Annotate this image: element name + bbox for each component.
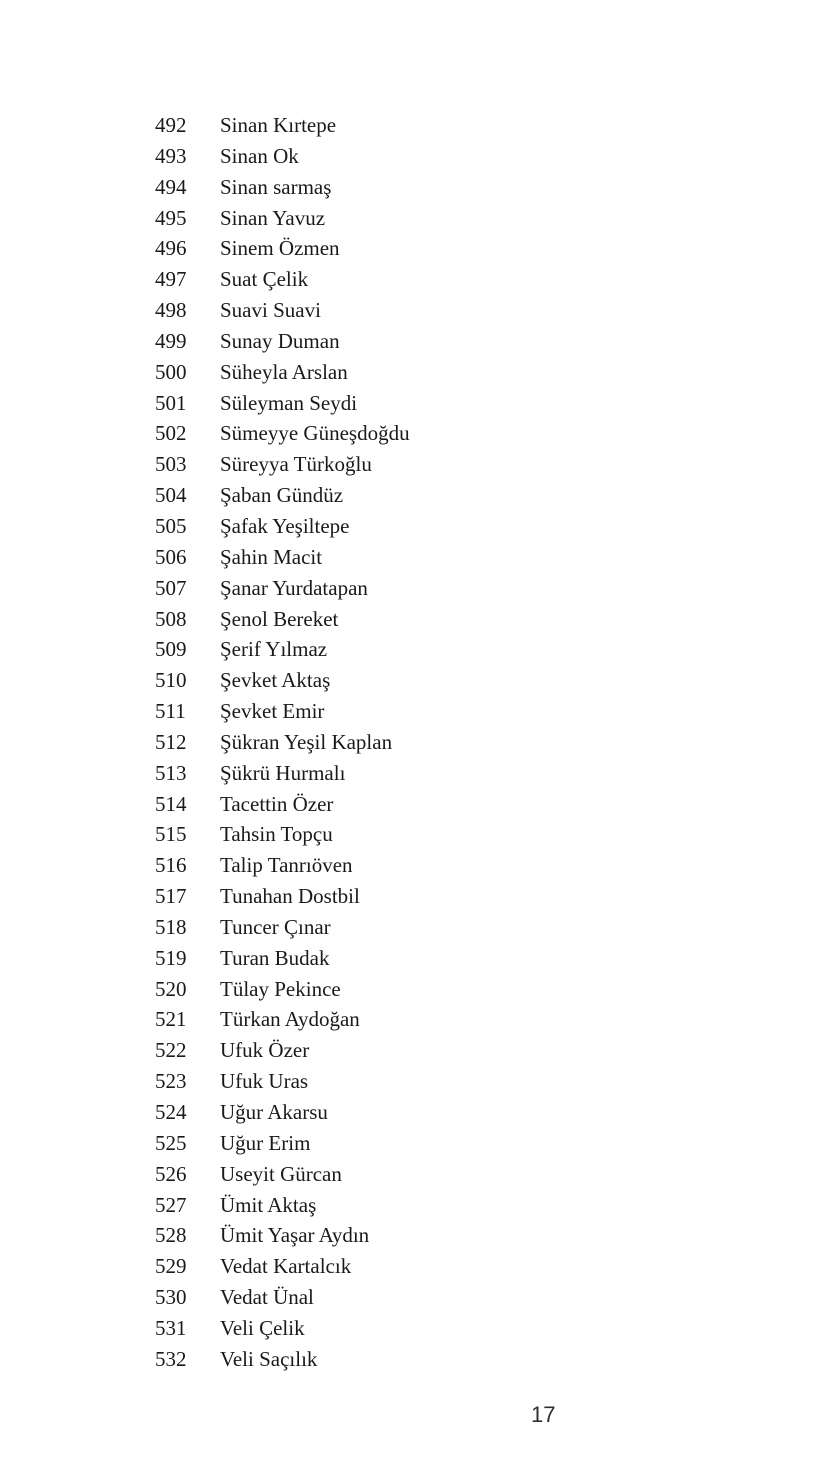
item-name: Suavi Suavi bbox=[220, 298, 321, 323]
item-name: Uğur Erim bbox=[220, 1130, 311, 1155]
list-item bbox=[155, 819, 410, 850]
list-item bbox=[155, 974, 410, 1005]
item-number: 492 bbox=[155, 113, 187, 137]
item-number: 517 bbox=[155, 884, 187, 909]
list-item bbox=[155, 634, 410, 665]
item-number: 509 bbox=[155, 637, 187, 662]
item-name: Şafak Yeşiltepe bbox=[220, 513, 350, 538]
item-name: Süheyla Arslan bbox=[220, 359, 348, 384]
item-name: Şerif Yılmaz bbox=[220, 637, 328, 662]
item-number: 498 bbox=[155, 298, 187, 323]
item-number: 503 bbox=[155, 452, 187, 477]
list-item bbox=[155, 943, 410, 974]
list-item bbox=[155, 141, 410, 172]
item-name: Süreyya Türkoğlu bbox=[220, 452, 372, 477]
item-number: 508 bbox=[155, 606, 187, 631]
item-number: 530 bbox=[155, 1285, 187, 1310]
item-name: Şahin Macit bbox=[220, 544, 323, 569]
item-name: Şanar Yurdatapan bbox=[220, 575, 368, 600]
item-name: Sinan Yavuz bbox=[220, 205, 326, 230]
item-number: 505 bbox=[155, 513, 187, 538]
list-item bbox=[155, 1066, 410, 1097]
item-number: 499 bbox=[155, 328, 187, 353]
item-number: 500 bbox=[155, 359, 187, 384]
item-number: 522 bbox=[155, 1038, 187, 1063]
item-number: 526 bbox=[155, 1161, 187, 1186]
list-item bbox=[155, 881, 410, 912]
list-item bbox=[155, 789, 410, 820]
item-name: Uğur Akarsu bbox=[220, 1100, 328, 1124]
list-item bbox=[155, 1344, 410, 1375]
item-name: Ufuk Uras bbox=[220, 1069, 309, 1094]
item-name: Vedat Ünal bbox=[220, 1285, 314, 1310]
item-name: Türkan Aydoğan bbox=[220, 1007, 360, 1032]
item-name: Talip Tanrıöven bbox=[220, 853, 353, 878]
list-item bbox=[155, 758, 410, 789]
list-item bbox=[155, 727, 410, 758]
item-name: Sinem Özmen bbox=[220, 236, 340, 261]
list-item bbox=[155, 295, 410, 326]
item-name: Sunay Duman bbox=[220, 328, 340, 353]
list-item bbox=[155, 1190, 410, 1221]
item-number: 521 bbox=[155, 1007, 187, 1032]
list-item bbox=[155, 480, 410, 511]
item-number: 516 bbox=[155, 853, 187, 878]
item-number: 511 bbox=[155, 699, 186, 724]
item-name: Ümit Yaşar Aydın bbox=[220, 1223, 370, 1248]
item-name: Sinan sarmaş bbox=[220, 174, 332, 199]
item-number: 520 bbox=[155, 976, 187, 1001]
list-item bbox=[155, 449, 410, 480]
item-number: 519 bbox=[155, 945, 187, 970]
item-name: Veli Saçılık bbox=[220, 1346, 318, 1371]
list-item bbox=[155, 912, 410, 943]
item-name: Şevket Emir bbox=[220, 699, 325, 724]
list-item bbox=[155, 696, 410, 727]
item-number: 523 bbox=[155, 1069, 187, 1094]
item-name: Tunahan Dostbil bbox=[220, 884, 360, 909]
list-item bbox=[155, 357, 410, 388]
list-item bbox=[155, 1128, 410, 1159]
item-number: 527 bbox=[155, 1192, 187, 1217]
item-name: Suat Çelik bbox=[220, 267, 309, 292]
item-name: Tülay Pekince bbox=[220, 976, 341, 1001]
item-name: Şaban Gündüz bbox=[220, 483, 344, 508]
item-name: Sinan Kırtepe bbox=[220, 113, 337, 137]
item-number: 495 bbox=[155, 205, 187, 230]
item-number: 518 bbox=[155, 914, 187, 939]
list-item bbox=[155, 264, 410, 295]
item-number: 506 bbox=[155, 544, 187, 569]
list-item bbox=[155, 1097, 410, 1128]
item-name: Şevket Aktaş bbox=[220, 668, 331, 693]
item-number: 502 bbox=[155, 421, 187, 446]
item-number: 504 bbox=[155, 483, 187, 508]
item-name: Veli Çelik bbox=[220, 1315, 305, 1340]
item-name: Tahsin Topçu bbox=[220, 822, 333, 847]
list-item bbox=[155, 542, 410, 573]
item-name: Tacettin Özer bbox=[220, 791, 334, 816]
list-item bbox=[155, 1313, 410, 1344]
list-item bbox=[155, 1004, 410, 1035]
item-number: 497 bbox=[155, 267, 187, 292]
list-item bbox=[155, 326, 410, 357]
item-number: 507 bbox=[155, 575, 187, 600]
list-item bbox=[155, 1159, 410, 1190]
list-item bbox=[155, 573, 410, 604]
item-number: 515 bbox=[155, 822, 187, 847]
item-number: 493 bbox=[155, 143, 187, 168]
item-name: Ufuk Özer bbox=[220, 1038, 310, 1063]
list-item bbox=[155, 604, 410, 635]
name-list bbox=[155, 110, 410, 1375]
list-item bbox=[155, 665, 410, 696]
item-number: 525 bbox=[155, 1130, 187, 1155]
item-name: Vedat Kartalcık bbox=[220, 1254, 352, 1279]
item-number: 512 bbox=[155, 729, 187, 754]
list-item bbox=[155, 388, 410, 419]
item-number: 528 bbox=[155, 1223, 187, 1248]
list-item bbox=[155, 1220, 410, 1251]
list-item bbox=[155, 233, 410, 264]
list-item bbox=[155, 418, 410, 449]
item-number: 510 bbox=[155, 668, 187, 693]
item-number: 524 bbox=[155, 1100, 187, 1124]
list-item bbox=[155, 110, 410, 141]
list-item bbox=[155, 172, 410, 203]
item-number: 529 bbox=[155, 1254, 187, 1279]
item-number: 496 bbox=[155, 236, 187, 261]
item-number: 501 bbox=[155, 390, 187, 415]
item-name: Useyit Gürcan bbox=[220, 1161, 342, 1186]
item-name: Sümeyye Güneşdoğdu bbox=[220, 421, 410, 446]
list-item bbox=[155, 203, 410, 234]
item-name: Şükran Yeşil Kaplan bbox=[220, 729, 393, 754]
list-item bbox=[155, 1282, 410, 1313]
item-name: Şenol Bereket bbox=[220, 606, 339, 631]
item-name: Süleyman Seydi bbox=[220, 390, 358, 415]
list-item bbox=[155, 511, 410, 542]
item-name: Tuncer Çınar bbox=[220, 914, 331, 939]
item-number: 514 bbox=[155, 791, 187, 816]
item-name: Şükrü Hurmalı bbox=[220, 760, 346, 785]
item-number: 531 bbox=[155, 1315, 187, 1340]
item-name: Sinan Ok bbox=[220, 143, 299, 168]
item-name: Turan Budak bbox=[220, 945, 330, 970]
page-number: 17 bbox=[531, 1402, 556, 1427]
item-number: 513 bbox=[155, 760, 187, 785]
item-number: 494 bbox=[155, 174, 187, 199]
list-item bbox=[155, 850, 410, 881]
list-item bbox=[155, 1251, 410, 1282]
item-name: Ümit Aktaş bbox=[220, 1192, 317, 1217]
item-number: 532 bbox=[155, 1346, 187, 1371]
list-item bbox=[155, 1035, 410, 1066]
